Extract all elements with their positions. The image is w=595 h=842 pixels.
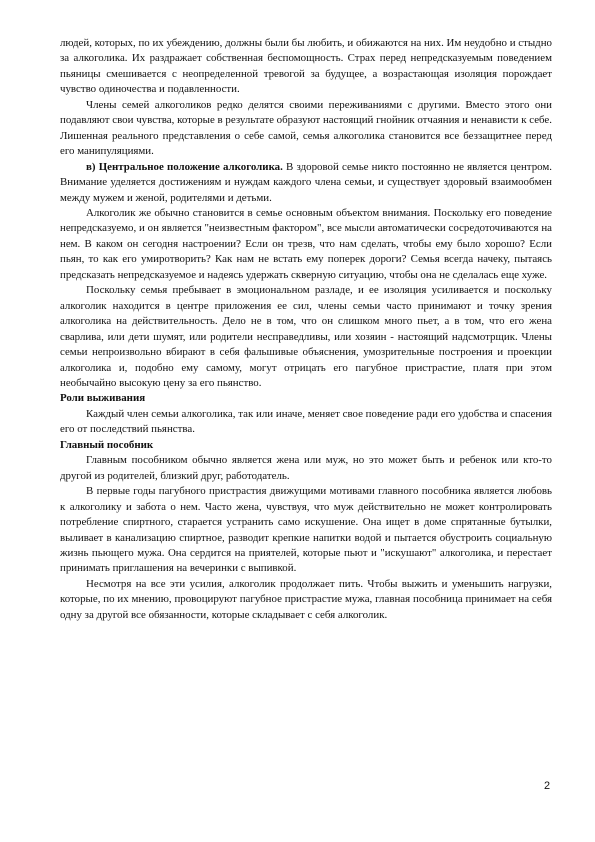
document-page <box>60 36 552 623</box>
paragraph-emotional-discord: Поскольку семья пребывает в эмоциональном разладе, и ее изоляция усиливается и поскольку алкоголик находится в центре приложения ее сил, члены семьи часто принимают и точку зрения алкоголика на действительность. Дело не в том, что он слишком много пьет, а в том, что его жена сварлива, или дети шумят, или родители несправедливы, или хозяин - настоящий надсмотрщик. Члены семьи непроизвольно вбирают в себя фальшивые объяснения, умозрительные построения и проекции алкоголика и, подобно ему самому, могут отрицать его пагубное пристрастие, платя при этом необычайно высокую цену за его пьянство. <box>60 284 552 389</box>
page-number: 2 <box>544 780 551 792</box>
paragraph-attention: Алкоголик же обычно становится в семье основным объектом внимания. Поскольку его поведение непредсказуемо, и он является "неизвестным фактором", все мысли автоматически сосредоточиваются на нем. В каком он сегодня настроении? Если он трезв, что нам сделать, чтобы ему было хорошо? Если пьян, то как его умиротворить? Как нам не встать ему поперек дороги? Семья всегда начеку, пытаясь предсказать непредсказуемое и надеясь удержать скверную ситуацию, чтобы она не сделалась еще хуже. <box>60 206 552 281</box>
section-heading-central-position: в) Центральное положение алкоголика. <box>86 160 283 173</box>
heading-survival-roles: Роли выживания <box>60 392 146 405</box>
paragraph-continuation: людей, которых, по их убеждению, должны были бы любить, и обижаются на них. Им неудобно и стыдно за алкоголика. Их раздражает собственная беспомощность. Страх перед непредсказуемым поведением пьяницы смешивается с неопределенной тревогой за будущее, а возрастающая изоляция порождает чувство одиночества и подавленности. <box>60 37 552 96</box>
paragraph-central-position <box>60 160 552 206</box>
section-text-central-position: В здоровой семье никто постоянно не является центром. Внимание уделяется достижениям и нуждам каждого члена семьи, и существует здоровый взаимообмен между мужем и женой, родителями и детьми. <box>60 160 552 204</box>
heading-main-helper: Главный пособник <box>60 438 154 451</box>
paragraph-main-helper-motives: В первые годы пагубного пристрастия движущими мотивами главного пособника является любовь к алкоголику и забота о нем. Часто жена, чувствуя, что муж действительно не может контролировать потребление спиртного, старается устранить само искушение. Она ищет в доме спрятанные бутылки, выливает в канализацию спиртное, разводит крепкие напитки водой и пытается обустроить социальную жизнь пьющего мужа. Она сердится на приятелей, которые пьют и "искушают" алкоголика, и перестает принимать приглашения на вечеринки с выпивкой. <box>60 485 552 575</box>
paragraph-family-feelings: Члены семей алкоголиков редко делятся своими переживаниями с другими. Вместо этого они подавляют свои чувства, которые в результате образуют настоящий гнойник отчаяния и ненависти к себе. Лишенная реального представления о себе самой, семья алкоголика становится все беззащитнее перед его манипуляциями. <box>60 98 552 158</box>
paragraph-main-helper-burden: Несмотря на все эти усилия, алкоголик продолжает пить. Чтобы выжить и уменьшить нагрузки, которые, по их мнению, провоцируют пагубное пристрастие мужа, главная пособница принимает на себя одну за другой все обязанности, которые складывает с себя алкоголик. <box>60 577 552 621</box>
paragraph-main-helper-who: Главным пособником обычно является жена или муж, но это может быть и ребенок или кто-то другой из родителей, близкий друг, работодатель. <box>60 454 552 482</box>
paragraph-survival-roles: Каждый член семьи алкоголика, так или иначе, меняет свое поведение ради его удобства и спасения его от последствий пьянства. <box>60 407 552 436</box>
